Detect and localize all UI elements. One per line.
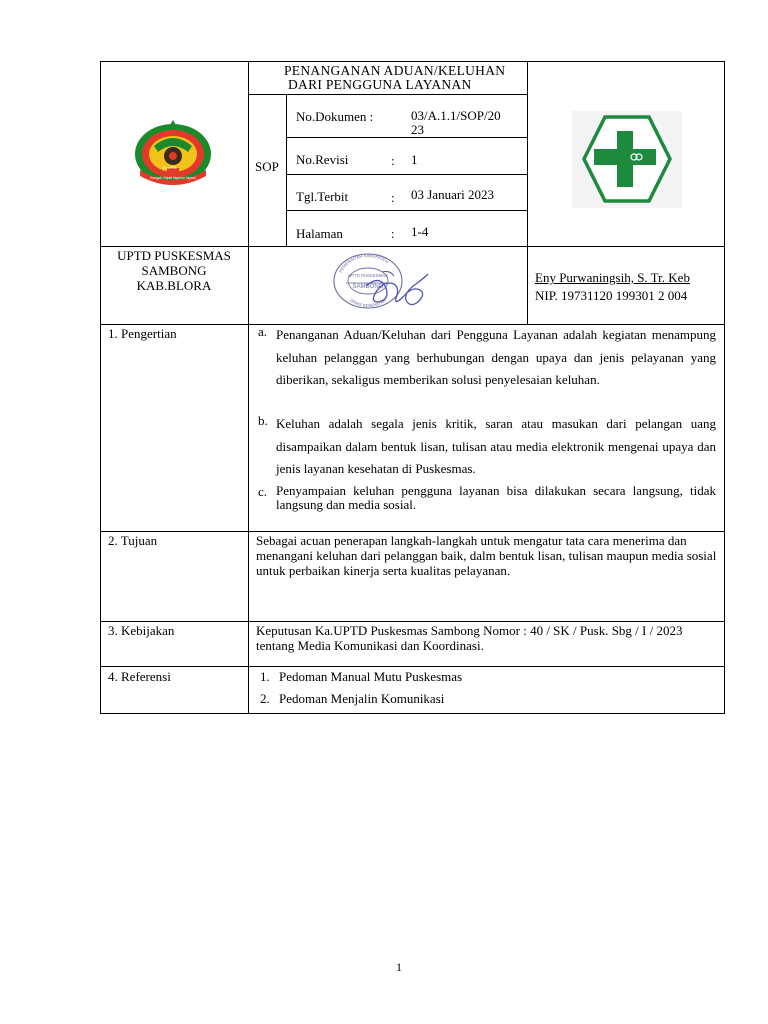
- document-title-line2: DARI PENGGUNA LAYANAN: [288, 77, 472, 92]
- section-text-kebijakan: Keputusan Ka.UPTD Puskesmas Sambong Nomor : 40 / SK / Pusk. Sbg / I / 2023 tentang Media Komunikasi dan Koordinasi.: [256, 623, 683, 653]
- field-label-tgl-terbit: Tgl.Terbit: [296, 189, 349, 204]
- blora-regency-emblem-icon: [130, 112, 216, 192]
- signatory-name: Eny Purwaningsih, S. Tr. Keb: [535, 270, 690, 285]
- section-label-pengertian: 1. Pengertian: [108, 326, 177, 341]
- document-title-line1: PENANGANAN ADUAN/KELUHAN: [284, 63, 506, 78]
- field-value-no-revisi: 1: [411, 152, 418, 167]
- list-marker: 1.: [260, 669, 270, 684]
- document-title: [284, 64, 524, 92]
- org-name-line3: KAB.BLORA: [136, 278, 212, 293]
- list-item: [258, 324, 716, 392]
- section-label-referensi: 4. Referensi: [108, 669, 171, 684]
- list-marker: a.: [258, 324, 268, 339]
- list-item-text: Penanganan Aduan/Keluhan dari Pengguna Layanan adalah kegiatan menampung keluhan pelanggan yang berhubungan dengan upaya dan jenis pelayanan yang diberikan, sekaligus memberikan solusi penyelesaian keluhan.: [276, 327, 716, 387]
- list-item-text: Keluhan adalah segala jenis kritik, saran atau masukan dari pelangan uang disampaikan dalam bentuk lisan, tulisan atau media elektronik mengenai upaya dan jenis layanan kesehatan di Puskesmas.: [276, 416, 716, 476]
- list-item: [260, 691, 444, 707]
- list-item: [258, 484, 716, 512]
- list-marker: c.: [258, 484, 268, 499]
- stamp-outer-top-text: PEMERINTAH KABUPATEN: [337, 252, 390, 274]
- emblem-ribbon-text: Sunguh Sejati Ngemin Ngawi: [150, 176, 196, 180]
- field-value-no-dokumen: 03/A.1.1/SOP/20 23: [411, 108, 501, 137]
- field-colon-halaman: :: [391, 226, 395, 241]
- list-item: [260, 669, 462, 685]
- list-marker: b.: [258, 413, 268, 428]
- puskesmas-logo-icon: [572, 111, 682, 208]
- org-name: [104, 248, 244, 293]
- page-number: 1: [396, 960, 402, 974]
- list-item-text: Penyampaian keluhan pengguna layanan bisa dilakukan secara langsung, tidak langsung dan media sosial.: [276, 483, 716, 512]
- signatory-nip: NIP. 19731120 199301 2 004: [535, 288, 688, 303]
- field-value-halaman: 1-4: [411, 224, 429, 239]
- section-label-tujuan: 2. Tujuan: [108, 533, 158, 548]
- field-value-tgl-terbit: 03 Januari 2023: [411, 187, 495, 202]
- field-label-halaman: Halaman: [296, 226, 343, 241]
- list-marker: 2.: [260, 691, 270, 706]
- stamp-center-text: SAMBONG: [352, 284, 384, 290]
- list-item: [258, 413, 716, 481]
- emblem-banner-text: BLORA: [163, 165, 177, 170]
- sop-label: SOP: [255, 159, 279, 174]
- org-name-line1: UPTD PUSKESMAS: [117, 248, 231, 263]
- stamp-outer-bottom-text: DINAS KESEHATAN: [349, 297, 387, 309]
- field-colon-tgl-terbit: :: [391, 190, 395, 205]
- list-item-text: Pedoman Menjalin Komunikasi: [279, 691, 445, 706]
- field-colon-no-revisi: :: [391, 153, 395, 168]
- list-item-text: Pedoman Manual Mutu Puskesmas: [279, 669, 463, 684]
- handwritten-signature: [360, 266, 432, 312]
- section-label-kebijakan: 3. Kebijakan: [108, 623, 175, 638]
- field-label-no-dokumen: No.Dokumen :: [296, 109, 374, 124]
- stamp-inner-top-text: UPTD PUSKESMAS: [348, 273, 388, 278]
- field-label-no-revisi: No.Revisi: [296, 152, 349, 167]
- section-text-tujuan: Sebagai acuan penerapan langkah-langkah untuk mengatur tata cara menerima dan menangani keluhan dari pelanggan baik, dalm bentuk lisan, tulisan maupun media sosial untuk perbaikan kinerja serta kualitas pelayanan.: [256, 533, 717, 578]
- org-name-line2: SAMBONG: [141, 263, 207, 278]
